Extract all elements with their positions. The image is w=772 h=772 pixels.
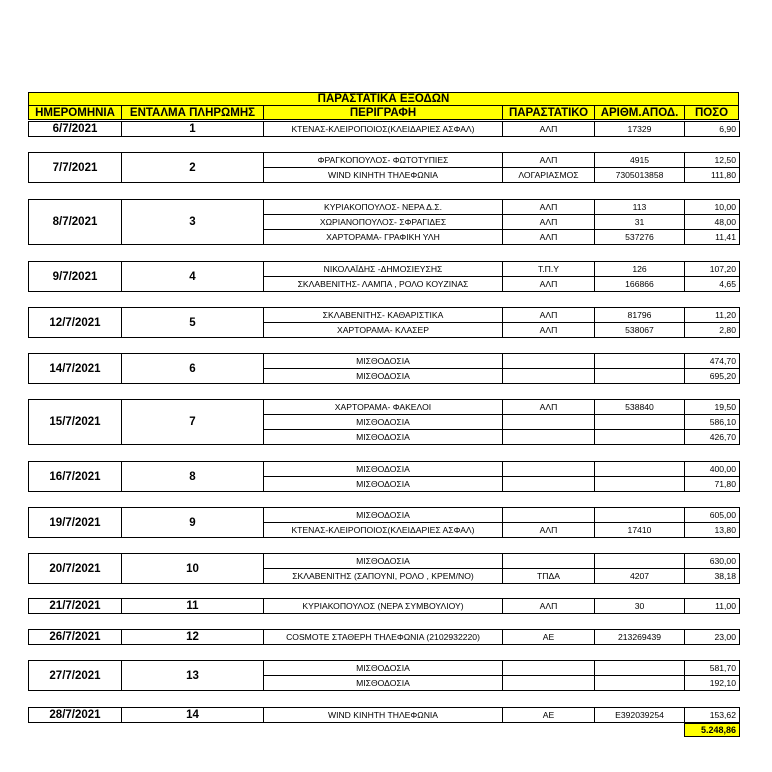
payment-order-number: 9 xyxy=(121,507,264,538)
description-cell: COSMOTE ΣΤΑΘΕΡΗ ΤΗΛΕΦΩΝΙΑ (2102932220) xyxy=(263,629,503,645)
amount-cell: 10,00 xyxy=(684,199,740,215)
description-cell: ΜΙΣΘΟΔΟΣΙΑ xyxy=(263,553,503,569)
document-type-cell xyxy=(502,353,595,369)
amount-cell: 11,20 xyxy=(684,307,740,323)
document-number-cell xyxy=(594,507,685,523)
document-number-cell xyxy=(594,476,685,492)
document-type-cell: ΤΠΔΑ xyxy=(502,568,595,584)
document-number-cell: 17329 xyxy=(594,121,685,137)
document-type-cell xyxy=(502,675,595,691)
total-amount: 5.248,86 xyxy=(684,723,740,737)
document-type-cell: ΛΟΓΑΡΙΑΣΜΟΣ xyxy=(502,167,595,183)
amount-cell: 2,80 xyxy=(684,322,740,338)
description-cell: ΜΙΣΘΟΔΟΣΙΑ xyxy=(263,476,503,492)
description-cell: ΚΤΕΝΑΣ-ΚΛΕΙΡΟΠΟΙΟΣ(ΚΛΕΙΔΑΡΙΕΣ ΑΣΦΑΛ) xyxy=(263,121,503,137)
amount-cell: 107,20 xyxy=(684,261,740,277)
document-type-cell xyxy=(502,414,595,430)
description-cell: ΜΙΣΘΟΔΟΣΙΑ xyxy=(263,507,503,523)
payment-order-number: 10 xyxy=(121,553,264,584)
entry-date: 6/7/2021 xyxy=(28,121,122,137)
description-cell: ΧΑΡΤΟΡΑΜΑ- ΓΡΑΦΙΚΗ ΥΛΗ xyxy=(263,229,503,245)
document-number-cell: 7305013858 xyxy=(594,167,685,183)
document-number-cell: 4915 xyxy=(594,152,685,168)
payment-order-number: 3 xyxy=(121,199,264,245)
payment-order-number: 8 xyxy=(121,461,264,492)
document-type-cell: ΑΕ xyxy=(502,707,595,723)
payment-order-number: 13 xyxy=(121,660,264,691)
amount-cell: 426,70 xyxy=(684,429,740,445)
payment-order-number: 7 xyxy=(121,399,264,445)
description-cell: ΣΚΛΑΒΕΝΙΤΗΣ- ΛΑΜΠΑ , ΡΟΛΟ ΚΟΥΖΙΝΑΣ xyxy=(263,276,503,292)
header-payment-order: ΕΝΤΑΛΜΑ ΠΛΗΡΩΜΗΣ xyxy=(121,105,264,120)
document-type-cell xyxy=(502,368,595,384)
description-cell: ΚΥΡΙΑΚΟΠΟΥΛΟΣ (ΝΕΡΑ ΣΥΜΒΟΥΛΙΟΥ) xyxy=(263,598,503,614)
document-number-cell: 4207 xyxy=(594,568,685,584)
document-number-cell xyxy=(594,414,685,430)
entry-date: 16/7/2021 xyxy=(28,461,122,492)
document-number-cell: 17410 xyxy=(594,522,685,538)
payment-order-number: 11 xyxy=(121,598,264,614)
document-type-cell xyxy=(502,660,595,676)
document-number-cell xyxy=(594,368,685,384)
description-cell: ΜΙΣΘΟΔΟΣΙΑ xyxy=(263,368,503,384)
document-type-cell: ΑΛΠ xyxy=(502,522,595,538)
document-number-cell xyxy=(594,461,685,477)
amount-cell: 11,41 xyxy=(684,229,740,245)
header-date: ΗΜΕΡΟΜΗΝΙΑ xyxy=(28,105,122,120)
payment-order-number: 12 xyxy=(121,629,264,645)
document-number-cell: 126 xyxy=(594,261,685,277)
document-type-cell xyxy=(502,553,595,569)
entry-date: 19/7/2021 xyxy=(28,507,122,538)
amount-cell: 71,80 xyxy=(684,476,740,492)
entry-date: 9/7/2021 xyxy=(28,261,122,292)
description-cell: ΧΑΡΤΟΡΑΜΑ- ΦΑΚΕΛΟΙ xyxy=(263,399,503,415)
document-type-cell: ΑΛΠ xyxy=(502,322,595,338)
description-cell: ΧΩΡΙΑΝΟΠΟΥΛΟΣ- ΣΦΡΑΓΙΔΕΣ xyxy=(263,214,503,230)
document-type-cell: ΑΕ xyxy=(502,629,595,645)
payment-order-number: 5 xyxy=(121,307,264,338)
description-cell: ΦΡΑΓΚΟΠΟΥΛΟΣ- ΦΩΤΟΤΥΠΙΕΣ xyxy=(263,152,503,168)
description-cell: WIND ΚΙΝΗΤΗ ΤΗΛΕΦΩΝΙΑ xyxy=(263,707,503,723)
amount-cell: 581,70 xyxy=(684,660,740,676)
description-cell: ΜΙΣΘΟΔΟΣΙΑ xyxy=(263,675,503,691)
amount-cell: 4,65 xyxy=(684,276,740,292)
description-cell: ΚΤΕΝΑΣ-ΚΛΕΙΡΟΠΟΙΟΣ(ΚΛΕΙΔΑΡΙΕΣ ΑΣΦΑΛ) xyxy=(263,522,503,538)
document-number-cell: 113 xyxy=(594,199,685,215)
document-type-cell: ΑΛΠ xyxy=(502,399,595,415)
payment-order-number: 14 xyxy=(121,707,264,723)
entry-date: 20/7/2021 xyxy=(28,553,122,584)
description-cell: ΜΙΣΘΟΔΟΣΙΑ xyxy=(263,353,503,369)
document-type-cell: ΑΛΠ xyxy=(502,229,595,245)
description-cell: ΜΙΣΘΟΔΟΣΙΑ xyxy=(263,414,503,430)
description-cell: ΣΚΛΑΒΕΝΙΤΗΣ (ΣΑΠΟΥΝΙ, ΡΟΛΟ , ΚΡΕΜ/ΝΟ) xyxy=(263,568,503,584)
amount-cell: 695,20 xyxy=(684,368,740,384)
entry-date: 26/7/2021 xyxy=(28,629,122,645)
document-type-cell xyxy=(502,507,595,523)
amount-cell: 153,62 xyxy=(684,707,740,723)
description-cell: ΜΙΣΘΟΔΟΣΙΑ xyxy=(263,429,503,445)
description-cell: ΚΥΡΙΑΚΟΠΟΥΛΟΣ- ΝΕΡΑ Δ.Σ. xyxy=(263,199,503,215)
description-cell: ΣΚΛΑΒΕΝΙΤΗΣ- ΚΑΘΑΡΙΣΤΙΚΑ xyxy=(263,307,503,323)
entry-date: 7/7/2021 xyxy=(28,152,122,183)
amount-cell: 111,80 xyxy=(684,167,740,183)
description-cell: WIND ΚΙΝΗΤΗ ΤΗΛΕΦΩΝΙΑ xyxy=(263,167,503,183)
document-number-cell: 538067 xyxy=(594,322,685,338)
document-type-cell: ΑΛΠ xyxy=(502,307,595,323)
amount-cell: 13,80 xyxy=(684,522,740,538)
amount-cell: 400,00 xyxy=(684,461,740,477)
document-number-cell: 538840 xyxy=(594,399,685,415)
document-number-cell: 30 xyxy=(594,598,685,614)
document-type-cell xyxy=(502,476,595,492)
table-title: ΠΑΡΑΣΤΑΤΙΚΑ ΕΞΟΔΩΝ xyxy=(28,92,739,106)
document-type-cell xyxy=(502,429,595,445)
document-type-cell: ΑΛΠ xyxy=(502,214,595,230)
description-cell: ΜΙΣΘΟΔΟΣΙΑ xyxy=(263,461,503,477)
amount-cell: 630,00 xyxy=(684,553,740,569)
document-number-cell: 213269439 xyxy=(594,629,685,645)
document-number-cell xyxy=(594,553,685,569)
header-document: ΠΑΡΑΣΤΑΤΙΚΟ xyxy=(502,105,595,120)
document-number-cell: 537276 xyxy=(594,229,685,245)
entry-date: 14/7/2021 xyxy=(28,353,122,384)
entry-date: 27/7/2021 xyxy=(28,660,122,691)
description-cell: ΝΙΚΟΛΑΪΔΗΣ -ΔΗΜΟΣΙΕΥΣΗΣ xyxy=(263,261,503,277)
amount-cell: 23,00 xyxy=(684,629,740,645)
payment-order-number: 2 xyxy=(121,152,264,183)
document-number-cell xyxy=(594,660,685,676)
amount-cell: 605,00 xyxy=(684,507,740,523)
document-type-cell: ΑΛΠ xyxy=(502,598,595,614)
payment-order-number: 4 xyxy=(121,261,264,292)
amount-cell: 12,50 xyxy=(684,152,740,168)
document-number-cell xyxy=(594,675,685,691)
amount-cell: 474,70 xyxy=(684,353,740,369)
entry-date: 21/7/2021 xyxy=(28,598,122,614)
entry-date: 28/7/2021 xyxy=(28,707,122,723)
document-number-cell: 31 xyxy=(594,214,685,230)
header-doc-number: ΑΡΙΘΜ.ΑΠΟΔ. xyxy=(594,105,685,120)
description-cell: ΜΙΣΘΟΔΟΣΙΑ xyxy=(263,660,503,676)
document-type-cell: ΑΛΠ xyxy=(502,152,595,168)
document-number-cell xyxy=(594,353,685,369)
amount-cell: 6,90 xyxy=(684,121,740,137)
description-cell: ΧΑΡΤΟΡΑΜΑ- ΚΛΑΣΕΡ xyxy=(263,322,503,338)
entry-date: 15/7/2021 xyxy=(28,399,122,445)
document-number-cell: 81796 xyxy=(594,307,685,323)
document-type-cell: Τ.Π.Υ xyxy=(502,261,595,277)
header-description: ΠΕΡΙΓΡΑΦΗ xyxy=(263,105,503,120)
entry-date: 8/7/2021 xyxy=(28,199,122,245)
amount-cell: 586,10 xyxy=(684,414,740,430)
amount-cell: 11,00 xyxy=(684,598,740,614)
document-number-cell: 166866 xyxy=(594,276,685,292)
amount-cell: 48,00 xyxy=(684,214,740,230)
amount-cell: 192,10 xyxy=(684,675,740,691)
amount-cell: 38,18 xyxy=(684,568,740,584)
payment-order-number: 1 xyxy=(121,121,264,137)
document-type-cell: ΑΛΠ xyxy=(502,199,595,215)
document-number-cell xyxy=(594,429,685,445)
header-amount: ΠΟΣΟ xyxy=(684,105,739,120)
document-type-cell xyxy=(502,461,595,477)
document-type-cell: ΑΛΠ xyxy=(502,276,595,292)
amount-cell: 19,50 xyxy=(684,399,740,415)
payment-order-number: 6 xyxy=(121,353,264,384)
entry-date: 12/7/2021 xyxy=(28,307,122,338)
document-type-cell: ΑΛΠ xyxy=(502,121,595,137)
document-number-cell: Ε392039254 xyxy=(594,707,685,723)
